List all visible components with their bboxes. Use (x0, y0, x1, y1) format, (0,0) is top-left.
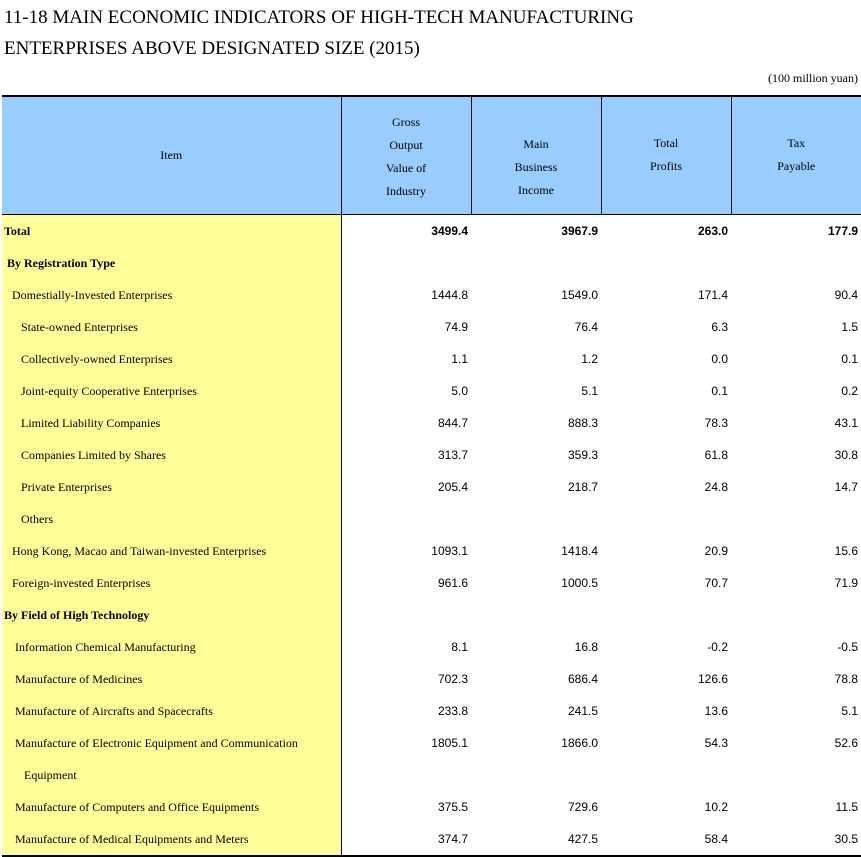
cell-main-business-income: 5.1 (471, 375, 601, 407)
table-row (2, 311, 861, 343)
cell-gross-output (341, 247, 471, 279)
row-item-label: Manufacture of Aircrafts and Spacecrafts (2, 695, 341, 727)
cell-main-business-income: 1418.4 (471, 535, 601, 567)
cell-main-business-income (471, 247, 601, 279)
header-total-profits (601, 96, 731, 215)
cell-main-business-income: 686.4 (471, 663, 601, 695)
table-body (2, 215, 861, 857)
cell-main-business-income: 1549.0 (471, 279, 601, 311)
cell-gross-output: 1.1 (341, 343, 471, 375)
header-gross-line: Output (342, 134, 471, 157)
cell-gross-output: 205.4 (341, 471, 471, 503)
row-item-label: Foreign-invested Enterprises (2, 567, 341, 599)
indicators-table (2, 95, 861, 857)
cell-gross-output: 961.6 (341, 567, 471, 599)
cell-main-business-income: 427.5 (471, 823, 601, 856)
row-item-label: Hong Kong, Macao and Taiwan-invested Enterprises (2, 535, 341, 567)
cell-main-business-income: 888.3 (471, 407, 601, 439)
cell-tax-payable: 5.1 (731, 695, 861, 727)
row-item-label: Private Enterprises (2, 471, 341, 503)
cell-gross-output: 1444.8 (341, 279, 471, 311)
unit-note: (100 million yuan) (768, 71, 858, 86)
header-gross-output (341, 96, 471, 215)
header-gross-line: Gross (342, 111, 471, 134)
header-item (2, 96, 341, 215)
cell-total-profits: 54.3 (601, 727, 731, 759)
cell-tax-payable: 14.7 (731, 471, 861, 503)
table-row (2, 631, 861, 663)
row-item-label: Manufacture of Computers and Office Equipments (2, 791, 341, 823)
cell-tax-payable (731, 247, 861, 279)
cell-total-profits: 126.6 (601, 663, 731, 695)
cell-gross-output: 3499.4 (341, 215, 471, 248)
header-gross-line: Industry (342, 180, 471, 203)
cell-main-business-income: 76.4 (471, 311, 601, 343)
cell-tax-payable: 78.8 (731, 663, 861, 695)
cell-gross-output: 1805.1 (341, 727, 471, 759)
cell-main-business-income: 1000.5 (471, 567, 601, 599)
table-row (2, 247, 861, 279)
table-row (2, 375, 861, 407)
cell-tax-payable: 71.9 (731, 567, 861, 599)
cell-gross-output (341, 759, 471, 791)
header-tax-line: Payable (732, 155, 861, 178)
cell-tax-payable: 0.2 (731, 375, 861, 407)
cell-total-profits: 61.8 (601, 439, 731, 471)
cell-tax-payable: 11.5 (731, 791, 861, 823)
cell-total-profits (601, 503, 731, 535)
cell-tax-payable: 15.6 (731, 535, 861, 567)
cell-total-profits: 6.3 (601, 311, 731, 343)
row-item-label: Manufacture of Medicines (2, 663, 341, 695)
table-row (2, 663, 861, 695)
table-row (2, 695, 861, 727)
row-item-label: By Field of High Technology (2, 599, 341, 631)
cell-tax-payable: 0.1 (731, 343, 861, 375)
cell-tax-payable: 43.1 (731, 407, 861, 439)
header-income-line: Business (472, 156, 601, 179)
header-profits-line: Profits (602, 155, 731, 178)
cell-gross-output (341, 503, 471, 535)
cell-gross-output (341, 599, 471, 631)
cell-main-business-income: 16.8 (471, 631, 601, 663)
table-title-line-1: 11-18 MAIN ECONOMIC INDICATORS OF HIGH-TECH MANUFACTURING (4, 3, 634, 33)
header-income-line: Main (472, 133, 601, 156)
cell-main-business-income (471, 759, 601, 791)
cell-gross-output: 233.8 (341, 695, 471, 727)
table-row (2, 215, 861, 248)
cell-total-profits: 0.1 (601, 375, 731, 407)
cell-tax-payable: -0.5 (731, 631, 861, 663)
cell-main-business-income (471, 503, 601, 535)
cell-main-business-income: 218.7 (471, 471, 601, 503)
row-item-label: Collectively-owned Enterprises (2, 343, 341, 375)
row-item-label: By Registration Type (2, 247, 341, 279)
header-item-label: Item (160, 148, 182, 162)
cell-total-profits: 70.7 (601, 567, 731, 599)
table-title-line-2: ENTERPRISES ABOVE DESIGNATED SIZE (2015) (4, 34, 420, 64)
cell-gross-output: 844.7 (341, 407, 471, 439)
table-row (2, 599, 861, 631)
header-tax-payable (731, 96, 861, 215)
table-row (2, 823, 861, 856)
header-profits-line: Total (602, 132, 731, 155)
cell-total-profits: 10.2 (601, 791, 731, 823)
cell-total-profits: 263.0 (601, 215, 731, 248)
cell-total-profits: 0.0 (601, 343, 731, 375)
cell-main-business-income (471, 599, 601, 631)
cell-tax-payable: 52.6 (731, 727, 861, 759)
cell-total-profits (601, 247, 731, 279)
cell-total-profits: 24.8 (601, 471, 731, 503)
cell-tax-payable (731, 759, 861, 791)
table-row (2, 439, 861, 471)
cell-gross-output: 74.9 (341, 311, 471, 343)
table-row (2, 279, 861, 311)
row-item-label: Companies Limited by Shares (2, 439, 341, 471)
table-row (2, 343, 861, 375)
row-item-label: Equipment (2, 759, 341, 791)
cell-tax-payable: 177.9 (731, 215, 861, 248)
row-item-label: Joint-equity Cooperative Enterprises (2, 375, 341, 407)
table-row (2, 759, 861, 791)
cell-gross-output: 1093.1 (341, 535, 471, 567)
cell-total-profits (601, 599, 731, 631)
table-row (2, 727, 861, 759)
cell-main-business-income: 1866.0 (471, 727, 601, 759)
table-row (2, 791, 861, 823)
cell-tax-payable: 90.4 (731, 279, 861, 311)
cell-total-profits: 20.9 (601, 535, 731, 567)
cell-total-profits: 171.4 (601, 279, 731, 311)
row-item-label: State-owned Enterprises (2, 311, 341, 343)
cell-gross-output: 374.7 (341, 823, 471, 856)
cell-main-business-income: 729.6 (471, 791, 601, 823)
row-item-label: Domestially-Invested Enterprises (2, 279, 341, 311)
row-item-label: Information Chemical Manufacturing (2, 631, 341, 663)
row-item-label: Limited Liability Companies (2, 407, 341, 439)
table-row (2, 567, 861, 599)
header-row (2, 96, 861, 215)
row-item-label: Total (2, 215, 341, 248)
cell-tax-payable: 30.5 (731, 823, 861, 856)
cell-total-profits: -0.2 (601, 631, 731, 663)
cell-gross-output: 5.0 (341, 375, 471, 407)
cell-main-business-income: 1.2 (471, 343, 601, 375)
cell-tax-payable: 30.8 (731, 439, 861, 471)
cell-gross-output: 8.1 (341, 631, 471, 663)
cell-total-profits: 78.3 (601, 407, 731, 439)
header-income-line: Income (472, 179, 601, 202)
header-gross-line: Value of (342, 157, 471, 180)
row-item-label: Manufacture of Electronic Equipment and Communication (2, 727, 341, 759)
row-item-label: Others (2, 503, 341, 535)
cell-tax-payable (731, 599, 861, 631)
cell-gross-output: 313.7 (341, 439, 471, 471)
cell-gross-output: 702.3 (341, 663, 471, 695)
cell-main-business-income: 3967.9 (471, 215, 601, 248)
cell-total-profits: 13.6 (601, 695, 731, 727)
cell-total-profits (601, 759, 731, 791)
cell-tax-payable: 1.5 (731, 311, 861, 343)
cell-main-business-income: 241.5 (471, 695, 601, 727)
table-row (2, 503, 861, 535)
cell-tax-payable (731, 503, 861, 535)
header-tax-line: Tax (732, 132, 861, 155)
cell-total-profits: 58.4 (601, 823, 731, 856)
header-main-business-income (471, 96, 601, 215)
table-row (2, 471, 861, 503)
table-row (2, 535, 861, 567)
cell-gross-output: 375.5 (341, 791, 471, 823)
table-row (2, 407, 861, 439)
cell-main-business-income: 359.3 (471, 439, 601, 471)
row-item-label: Manufacture of Medical Equipments and Meters (2, 823, 341, 856)
